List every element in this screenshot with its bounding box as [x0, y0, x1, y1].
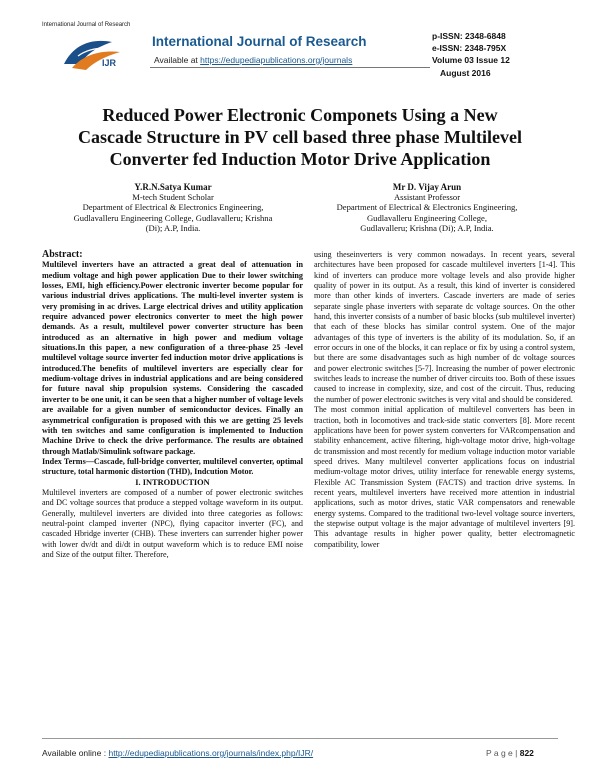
title-line-1: Reduced Power Electronic Componets Using a New [102, 105, 498, 125]
abstract-text: Multilevel inverters have an attracted a great deal of attenuation in medium voltage and high power application Due to their lower switching losses, EMI, high efficiency.Power electronic inverter become popular for various industrial drives applications. The multi-level inverter system is very promising in ac drives. Large electrical drives and utility application require advanced power electronics converter to meet the high power demands. As a result, multilevel power converter structure has been introduced as an alternative in high power and medium voltage situations.In this paper, a new configuration of a three-phase 25 -level multilevel voltage source inverter fed induction motor drive applications is introduced.The benefits of multilevel inverters are especially clear for medium-voltage drives in industrial applications and are being considered for future naval ship propulsion systems. Considering the cascaded inverter to be one unit, it can be seen that a higher number of voltage levels are available for a given number of semiconductor devices. Finally an asymmetrical configuration is proposed with this we are getting 25 levels with ten switches and same configuration is implemented to Induction Machine Drive to check the drive performance. The results are obtained through Matlab/Simulink software package. [42, 260, 303, 456]
page-number: 822 [519, 748, 534, 758]
author-1-dept: Department of Electrical & Electronics Engineering, [82, 202, 264, 213]
author-2-name: Mr D. Vijay Arun [392, 182, 462, 192]
left-column [42, 250, 303, 560]
footer-divider [42, 738, 558, 739]
page-number-block [486, 748, 534, 758]
author-2-college: Gudlavalleru Engineering College, [366, 212, 488, 223]
author-2-dept: Department of Electrical & Electronics Engineering, [336, 202, 518, 213]
title-line-3: Converter fed Induction Motor Drive Application [109, 149, 491, 169]
right-column [314, 250, 575, 550]
issn-block [432, 30, 510, 79]
logo-mark-text: IJR [102, 58, 117, 68]
author-1-name: Y.R.N.Satya Kumar [134, 182, 212, 192]
available-prefix: Available at [154, 55, 201, 65]
p-issn: p-ISSN: 2348-6848 [432, 31, 506, 41]
author-2 [296, 182, 558, 233]
footer-online-prefix: Available online : [42, 748, 109, 758]
logo-bird-icon [62, 34, 122, 74]
issue-date: August 2016 [440, 67, 491, 78]
header-divider [150, 67, 430, 68]
right-paragraph-2: The most common initial application of multilevel converters has been in traction, both in locomotives and track-side static converters [8]. More recent applications have been for power system converters for VARcompensation and stability enhancement, active filtering, high-voltage motor drive, high-voltage dc transmission and most recently for medium voltage induction motor variable speed drives. Many multilevel converter applications focus on industrial medium-voltage motor drives, utility interface for renewable energy systems, Flexible AC Transmission System (FACTS) and traction drive systems. In recent years, multilevel inverters have received more attention in industrial applications, such as motor drives, static VAR compensators and renewable energy systems. Compared to the traditional two-level voltage source inverters, the stepwise output voltage is the major advantage of multilevel inverters [9]. This advantage results in higher power quality, better electromagnetic compatibility, lower [314, 405, 575, 549]
logo-top-text: International Journal of Research [42, 22, 131, 28]
author-2-role: Assistant Professor [393, 192, 461, 203]
author-1 [42, 182, 304, 233]
index-terms: Index Terms—Cascade, full-bridge converter, multilevel converter, optimal structure, total harmonic distortion (THD), Indcution Motor. [42, 456, 303, 477]
author-1-role: M-tech Student Scholar [132, 192, 214, 203]
paper-title [40, 104, 560, 170]
title-line-2: Cascade Structure in PV cell based three phase Multilevel [78, 127, 522, 147]
footer-url-link[interactable]: http://edupediapublications.org/journals/index.php/IJR/ [108, 748, 314, 758]
introduction-text: Multilevel inverters are composed of a number of power electronic switches and DC voltage sources that produce a stepped voltage waveform in its output. Generally, multilevel inverters are divided into three categories as follows: neutral-point clamped inverter (NPC), flying capacitor inverter (FC), and cascaded Hbridge inverter (CHB). These inverters can surrender higher power with lower dv/dt and di/dt in output waveform which is to reduce EMI noise and Size of the output filter. Therefore, [42, 487, 303, 559]
e-issn: e-ISSN: 2348-795X [432, 43, 507, 54]
author-1-college: Gudlavalleru Engineering College, Gudlavalleru; Krishna [73, 212, 273, 223]
section-heading-introduction: I. INTRODUCTION [135, 477, 210, 487]
right-paragraph-1: using theseinverters is very common nowadays. In recent years, several architectures have been proposed for cascade multilevel inverters [1-4]. This kind of inverters can produce more voltage levels and also provide higher quality of power in its output. As a result, this kind of inverter is considered more than other kinds of inverters. Cascade inverters are made of series separate single phase inverters with separate dc voltage sources. On the other hand, this inverter consists of a number of basic blocks (sub multilevel inverter) that each of these blocks has similar control system. One of the major advantages of this type of inverters is the ability of its modulation. So, if an error occurs in one of the blocks, it can replace or fix by using a control system, but there are some disadvantages such as high number of dc voltage sources and power electronic switches [5-7]. Increasing the number of power electronic switches leads to increase the number of driver circuits too. Both of these issues caused to increase in complexity, size, and cost of the circuit. Thus, reducing the number of power electronic switches is very vital and should be considered. [314, 250, 575, 404]
volume-issue: Volume 03 Issue 12 [432, 55, 510, 66]
available-at [154, 55, 352, 65]
author-2-place: Gudlavalleru; Krishna (Di); A.P, India. [360, 222, 494, 233]
journal-logo [42, 22, 140, 78]
footer-online [42, 748, 313, 758]
journal-title: International Journal of Research [152, 34, 367, 49]
author-1-place: (Di); A.P, India. [145, 222, 201, 233]
page-label: P a g e | [486, 748, 520, 758]
abstract-heading: Abstract: [42, 249, 83, 260]
journal-url-link[interactable]: https://edupediapublications.org/journals [200, 55, 353, 65]
